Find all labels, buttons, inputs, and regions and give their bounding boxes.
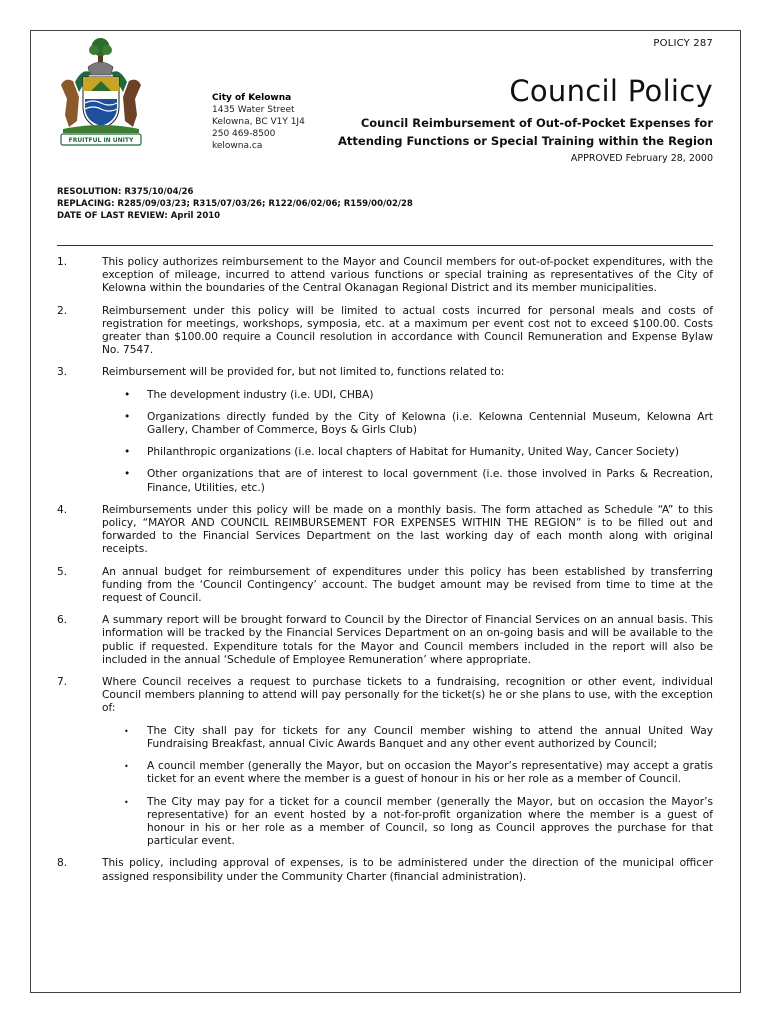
- item-number: 4.: [57, 503, 68, 516]
- header-divider: [57, 245, 713, 246]
- last-review-line: DATE OF LAST REVIEW: April 2010: [57, 211, 221, 221]
- address-street: 1435 Water Street: [212, 105, 295, 115]
- policy-item-7: [57, 676, 713, 848]
- list-item: [102, 760, 713, 786]
- list-item: [102, 411, 713, 437]
- bullet-icon: •: [124, 762, 129, 772]
- bullet-icon: •: [124, 410, 131, 423]
- address-block: [212, 92, 305, 152]
- list-item: [102, 389, 713, 402]
- item-number: 5.: [57, 565, 68, 578]
- policy-body: [57, 256, 713, 893]
- bullet-icon: •: [124, 446, 131, 459]
- policy-item-6: [57, 614, 713, 667]
- policy-number: POLICY 287: [653, 38, 713, 49]
- policy-item-4: [57, 504, 713, 557]
- policy-item-5: [57, 566, 713, 606]
- resolution-line: RESOLUTION: R375/10/04/26: [57, 187, 194, 197]
- bullet-icon: •: [124, 726, 129, 736]
- item-number: 2.: [57, 304, 68, 317]
- item-text: Reimbursement under this policy will be limited to actual costs incurred for personal meals and costs of registration for meetings, workshops, symposia, etc. at a maximum per event cost not to exceed $100.00. Costs greater than $100.00 require a Council resolution in accordance with Council Remuneration and Expense Bylaw No. 7547.: [102, 304, 713, 357]
- item-number: 6.: [57, 614, 68, 627]
- bullet-icon: •: [124, 797, 129, 807]
- resolution-block: [57, 186, 413, 222]
- list-item-text: The City may pay for a ticket for a council member (generally the Mayor, but on occasion the Mayor’s representative) for an event hosted by a not-for-profit organization where the member is a guest of honour in his or her role as a member of Council, so long as Council approves the purchase for that particular event.: [147, 795, 713, 848]
- policy-subtitle: Council Reimbursement of Out-of-Pocket Expenses for Attending Functions or Special Training within the Region: [338, 116, 713, 148]
- address-city: City of Kelowna: [212, 93, 292, 103]
- item-number: 8.: [57, 857, 68, 870]
- item-text: Where Council receives a request to purchase tickets to a fundraising, recognition or other event, individual Council members planning to attend will pay personally for the ticket(s) he or she plans to use, with the exception of:: [102, 676, 713, 715]
- item-text: A summary report will be brought forward to Council by the Director of Financial Services on an annual basis. This information will be tracked by the Financial Services Department on an on-going basis and will be available to the public if requested. Expenditure totals for the Mayor and Council members included in the report will also be included in the annual ‘Schedule of Employee Remuneration’ where appropriate.: [102, 614, 713, 666]
- item-text: Reimbursements under this policy will be made on a monthly basis. The form attached as Schedule “A” to this policy, “MAYOR AND COUNCIL REIMBURSEMENT FOR EXPENSES WITHIN THE REGION” is to be filled out and forwarded to the Financial Services Department on the last working day of each month along with original receipts.: [102, 503, 713, 556]
- item-text: Reimbursement will be provided for, but not limited to, functions related to:: [102, 366, 505, 379]
- list-item-text: Other organizations that are of interest to local government (i.e. those involved in Parks & Recreation, Finance, Utilities, etc.): [147, 468, 713, 494]
- policy-item-2: [57, 305, 713, 358]
- list-item-text: A council member (generally the Mayor, but on occasion the Mayor’s representative) may accept a gratis ticket for an event where the member is a guest of honour in his or her role as a member of Council.: [147, 760, 713, 786]
- bullet-list: [102, 725, 713, 849]
- bullet-list: [102, 389, 713, 495]
- list-item: [102, 725, 713, 751]
- page-title: Council Policy: [509, 74, 713, 108]
- city-crest-icon: [55, 37, 147, 149]
- policy-item-3: [57, 366, 713, 494]
- address-locality: Kelowna, BC V1Y 1J4: [212, 117, 305, 127]
- list-item: [102, 468, 713, 494]
- address-web[interactable]: kelowna.ca: [212, 141, 263, 151]
- list-item-text: The City shall pay for tickets for any Council member wishing to attend the annual United Way Fundraising Breakfast, annual Civic Awards Banquet and any other event authorized by Council;: [147, 724, 713, 750]
- crest-motto: FRUITFUL IN UNITY: [68, 137, 134, 144]
- bullet-icon: •: [124, 388, 131, 401]
- item-text: An annual budget for reimbursement of expenditures under this policy has been established by transferring funding from the ‘Council Contingency’ account. The budget amount may be revised from time to time at the request of Council.: [102, 565, 713, 605]
- policy-item-1: [57, 256, 713, 296]
- approved-date: APPROVED February 28, 2000: [570, 153, 713, 164]
- list-item-text: Organizations directly funded by the City of Kelowna (i.e. Kelowna Centennial Museum, Kelowna Art Gallery, Chamber of Commerce, Boys & Girls Club): [147, 410, 713, 437]
- replacing-line: REPLACING: R285/09/03/23; R315/07/03/26; R122/06/02/06; R159/00/02/28: [57, 199, 413, 209]
- policy-item-8: [57, 857, 713, 883]
- address-phone: 250 469-8500: [212, 129, 276, 139]
- item-number: 7.: [57, 676, 68, 689]
- list-item: [102, 446, 713, 459]
- item-text: This policy authorizes reimbursement to the Mayor and Council members for out-of-pocket expenditures, with the exception of mileage, incurred to attend various functions or special training as representatives of the City of Kelowna within the boundaries of the Central Okanagan Regional District and its member municipalities.: [102, 256, 713, 295]
- item-number: 3.: [57, 366, 68, 379]
- list-item: [102, 796, 713, 849]
- bullet-icon: •: [124, 468, 131, 481]
- item-number: 1.: [57, 256, 68, 268]
- list-item-text: The development industry (i.e. UDI, CHBA): [147, 388, 374, 401]
- list-item-text: Philanthropic organizations (i.e. local chapters of Habitat for Humanity, United Way, Cancer Society): [147, 446, 679, 459]
- item-text: This policy, including approval of expenses, is to be administered under the direction of the municipal officer assigned responsibility under the Community Charter (financial administration).: [102, 857, 713, 883]
